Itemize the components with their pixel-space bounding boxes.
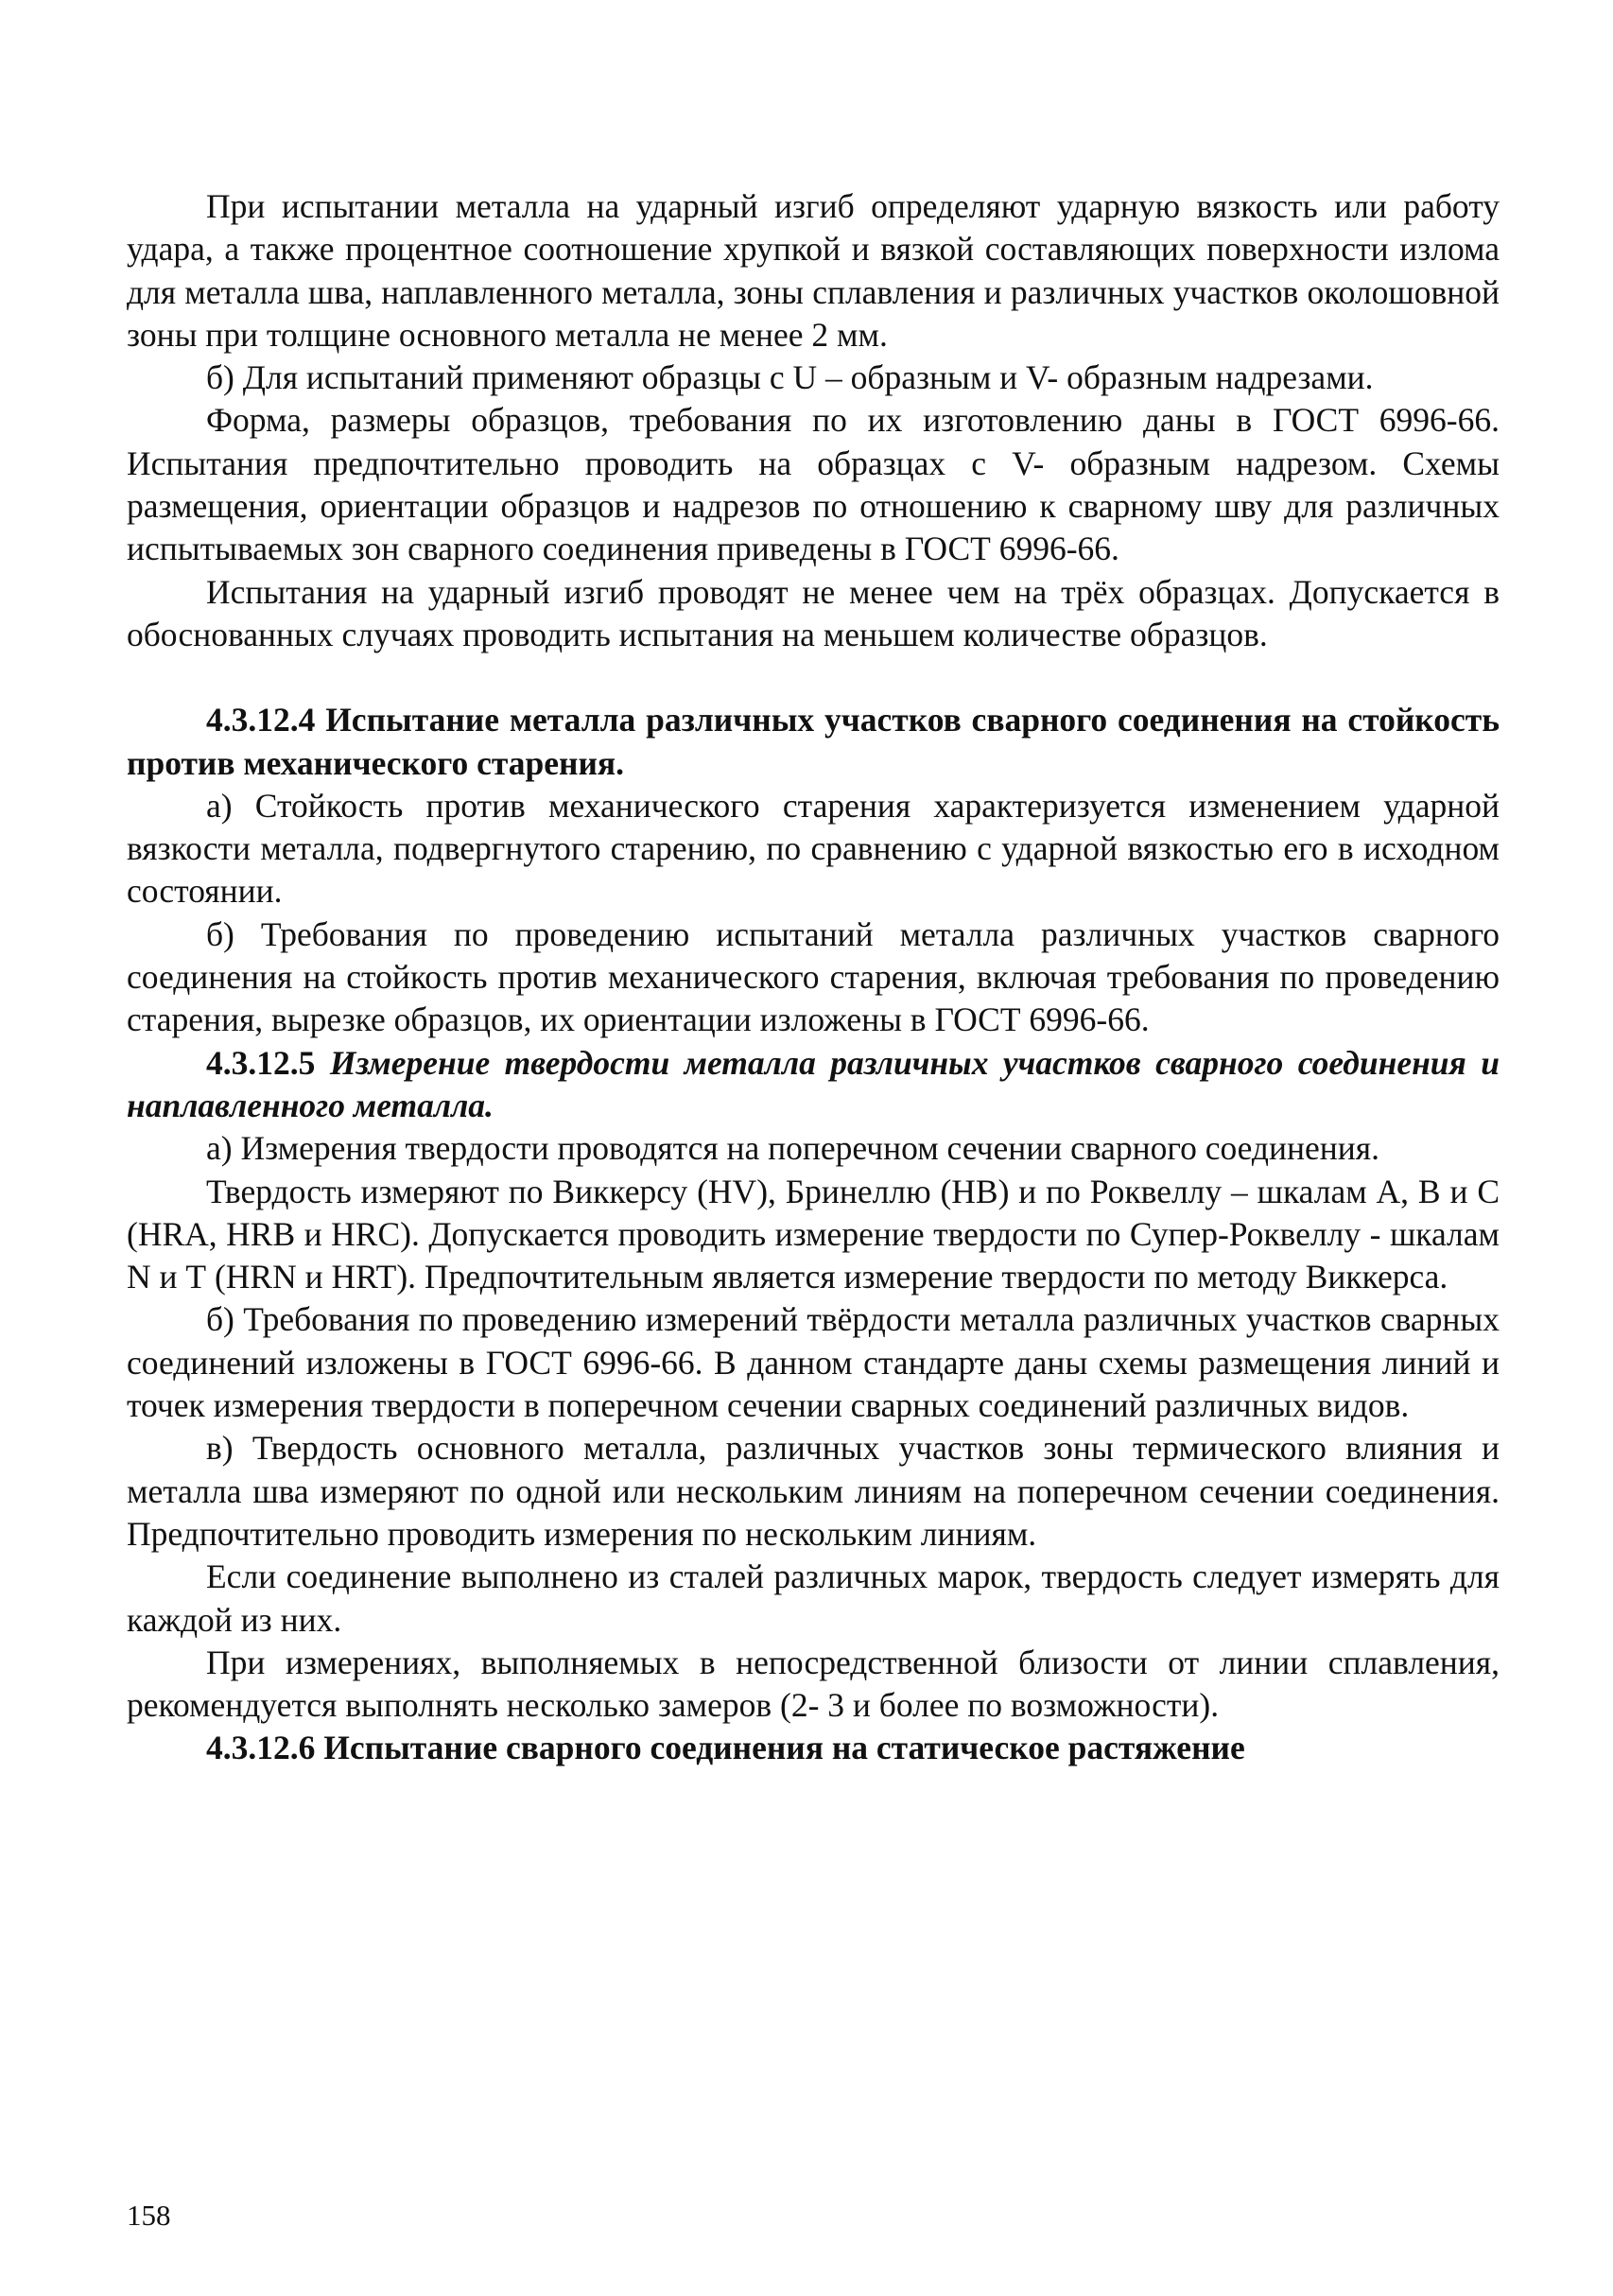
section-heading-4-3-12-4: 4.3.12.4 Испытание металла различных участков сварного соединения на стойкость против механического старения. <box>127 701 1500 782</box>
paragraph: Если соединение выполнено из сталей различных марок, твердость следует измерять для каждой из них. <box>127 1557 1500 1639</box>
paragraph: Испытания на ударный изгиб проводят не менее чем на трёх образцах. Допускается в обоснованных случаях проводить испытания на меньшем количестве образцов. <box>127 572 1500 653</box>
paragraph: При измерениях, выполняемых в непосредственной близости от линии сплавления, рекомендуется выполнять несколько замеров (2- 3 и более по возможности). <box>127 1643 1500 1725</box>
paragraph: б) Требования по проведению испытаний металла различных участков сварного соединения на стойкость против механического старения, включая требования по проведению старения, вырезке образцов, их ориентации изложены в ГОСТ 6996-66. <box>127 914 1500 1039</box>
paragraph: Твердость измеряют по Виккерсу (HV), Бринеллю (НВ) и по Роквеллу – шкалам А, В и С (HRA, HRB и HRC). Допускается проводить измерение твердости по Супер-Роквеллу - шкалам N и Т (HRN и HRT). Предпочтительным является измерение твердости по методу Виккерса. <box>127 1172 1500 1296</box>
section-heading-4-3-12-6: 4.3.12.6 Испытание сварного соединения на статическое растяжение <box>206 1729 1245 1767</box>
page-number: 158 <box>127 2199 171 2232</box>
document-body <box>127 185 1500 1770</box>
paragraph: а) Измерения твердости проводятся на поперечном сечении сварного соединения. <box>206 1129 1379 1168</box>
section-number: 4.3.12.5 <box>206 1043 316 1082</box>
section-heading-4-3-12-5 <box>127 1042 1500 1128</box>
paragraph: При испытании металла на ударный изгиб определяют ударную вязкость или работу удара, а также процентное соотношение хрупкой и вязкой составляющих поверхности излома для металла шва, наплавленного металла, зоны сплавления и различных участков околошовной зоны при толщине основного металла не менее 2 мм. <box>127 187 1500 354</box>
paragraph: б) Требования по проведению измерений твёрдости металла различных участков сварных соединений изложены в ГОСТ 6996-66. В данном стандарте даны схемы размещения линий и точек измерения твердости в поперечном сечении сварных соединений различных видов. <box>127 1300 1500 1425</box>
paragraph: Форма, размеры образцов, требования по их изготовлению даны в ГОСТ 6996-66. Испытания предпочтительно проводить на образцах с V- образным надрезом. Схемы размещения, ориентации образцов и надрезов по отношению к сварному шву для различных испытываемых зон сварного соединения приведены в ГОСТ 6996-66. <box>127 401 1500 568</box>
paragraph: в) Твердость основного металла, различных участков зоны термического влияния и металла шва измеряют по одной или нескольким линиям на поперечном сечении соединения. Предпочтительно проводить измерения по нескольким линиям. <box>127 1429 1500 1553</box>
paragraph: а) Стойкость против механического старения характеризуется изменением ударной вязкости металла, подвергнутого старению, по сравнению с ударной вязкостью его в исходном состоянии. <box>127 786 1500 911</box>
section-title: Измерение твердости металла различных участков сварного соединения и наплавленного металла. <box>127 1043 1500 1124</box>
paragraph: б) Для испытаний применяют образцы с U – образным и V- образным надрезами. <box>206 358 1374 397</box>
